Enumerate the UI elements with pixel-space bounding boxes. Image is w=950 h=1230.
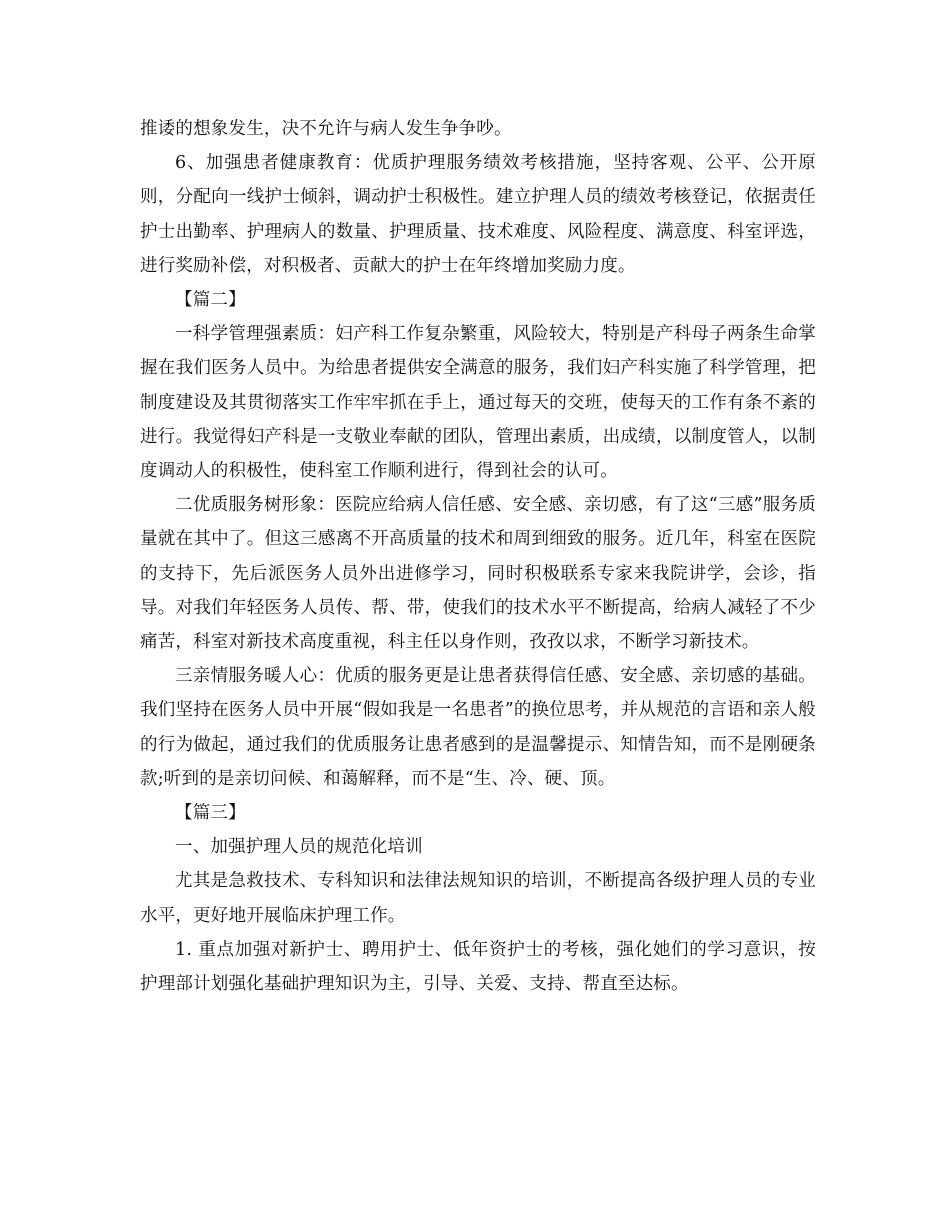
paragraph-quality-service: 二优质服务树形象：医院应给病人信任感、安全感、亲切感，有了这“三感”服务质量就在其中了。但这三感离不开高质量的技术和周到细致的服务。近几年，科室在医院的支持下，先后派医务人员外出进修学习，同时积极联系专家来我院讲学，会诊，指导。对我们年轻医务人员传、帮、带，使我们的技术水平不断提高，给病人减轻了不少痛苦，科室对新技术高度重视，科主任以身作则，孜孜以求，不断学习新技术。 [140, 495, 816, 653]
paragraph-new-nurse-assessment: 1. 重点加强对新护士、聘用护士、低年资护士的考核，强化她们的学习意识，按护理部计划强化基础护理知识为主，引导、关爱、支持、帮直至达标。 [140, 939, 816, 995]
paragraph-training-detail: 尤其是急救技术、专科知识和法律法规知识的培训，不断提高各级护理人员的专业水平，更好地开展临床护理工作。 [140, 871, 816, 926]
paragraph-scientific-management: 一科学管理强素质：妇产科工作复杂繁重，风险较大，特别是产科母子两条生命掌握在我们医务人员中。为给患者提供安全满意的服务，我们妇产科实施了科学管理，把制度建设及其贯彻落实工作牢牢抓在手上，通过每天的交班，使每天的工作有条不紊的进行。我觉得妇产科是一支敬业奉献的团队，管理出素质，出成绩，以制度管人，以制度调动人的积极性，使科室工作顺利进行，得到社会的认可。 [140, 324, 816, 482]
paragraph-continuation: 推诿的想象发生，决不允许与病人发生争争吵。 [140, 119, 512, 139]
paragraph-health-education: 6、加强患者健康教育：优质护理服务绩效考核措施，坚持客观、公平、公开原则，分配向一线护士倾斜，调动护士积极性。建立护理人员的绩效考核登记，依据责任护士出勤率、护理病人的数量、护理质量、技术难度、风险程度、满意度、科室评选，进行奖励补偿，对积极者、贡献大的护士在年终增加奖励力度。 [140, 153, 816, 276]
paragraph-compassionate-service: 三亲情服务暖人心：优质的服务更是让患者获得信任感、安全感、亲切感的基础。我们坚持在医务人员中开展“假如我是一名患者”的换位思考，并从规范的言语和亲人般的行为做起，通过我们的优质服务让患者感到的是温馨提示、知情告知，而不是刚硬条款;听到的是亲切问候、和蔼解释，而不是“生、冷、硬、顶。 [140, 666, 816, 789]
document-page [140, 112, 816, 1001]
section-heading-part-two: 【篇二】 [175, 290, 246, 311]
subheading-standardized-training: 一、加强护理人员的规范化培训 [175, 837, 423, 858]
section-heading-part-three: 【篇三】 [175, 803, 246, 824]
